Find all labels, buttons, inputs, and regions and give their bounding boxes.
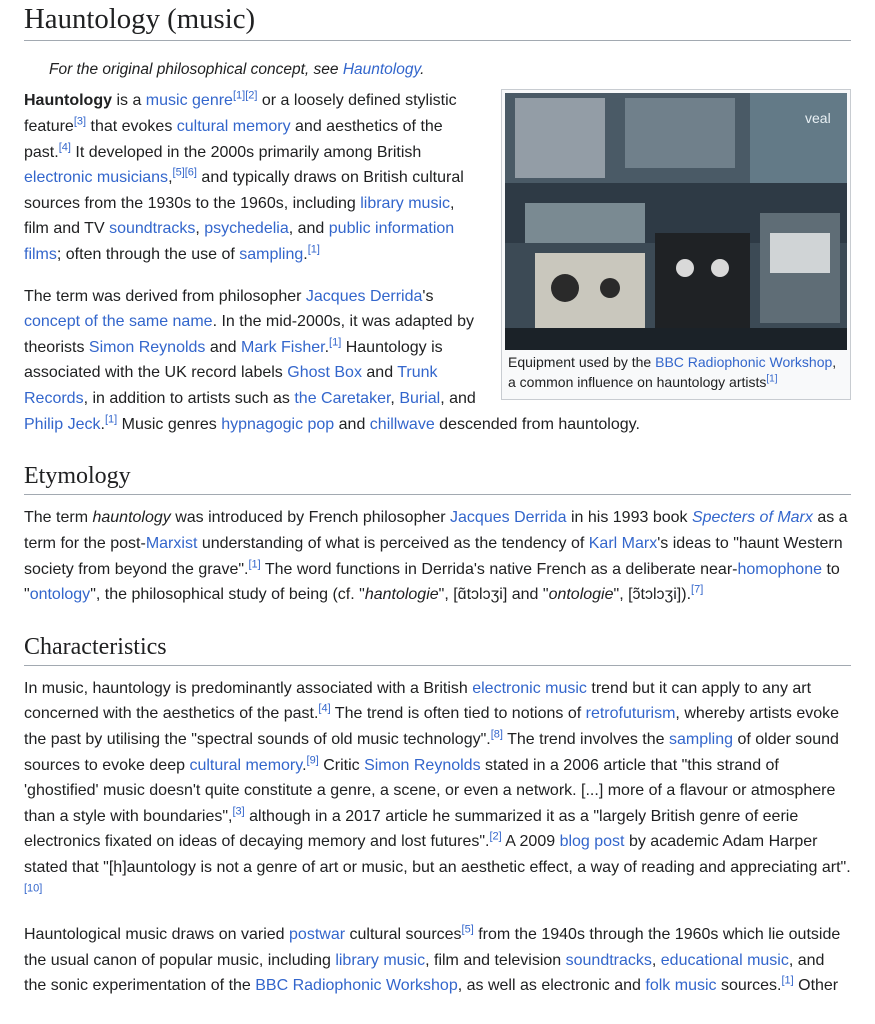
figure-caption — [505, 350, 847, 396]
ref[interactable]: [5] — [461, 923, 474, 936]
characteristics-paragraph-2: Hauntological music draws on varied postwar cultural sources[5] from the 1940s through the 1960s which lie outside the usual canon of popular music, including library music, film and television soundtracks, educational music, and the sonic experimentation of the BBC Radiophonic Workshop, as well as electronic and folk music sources.[1] Other — [24, 923, 841, 995]
link[interactable]: soundtracks — [109, 220, 196, 238]
link[interactable]: retrofuturism — [585, 705, 676, 723]
link[interactable]: soundtracks — [565, 951, 652, 969]
ref[interactable]: [7] — [691, 583, 704, 596]
hatnote-suffix: . — [420, 61, 425, 79]
link[interactable]: educational music — [660, 951, 789, 969]
ref[interactable]: [1] — [781, 975, 794, 988]
link[interactable]: the Caretaker — [294, 389, 391, 407]
link[interactable]: electronic music — [472, 679, 587, 697]
ref[interactable]: [1] — [329, 336, 342, 349]
caption-suffix: , a common influence on hauntology artists — [508, 354, 837, 391]
caption-ref[interactable]: [1] — [766, 373, 778, 385]
ref[interactable]: [4] — [58, 141, 71, 154]
section-heading-etymology: Etymology — [24, 461, 851, 495]
caption-text: Equipment used by the — [508, 354, 656, 371]
link[interactable]: Jacques Derrida — [450, 509, 567, 527]
ref[interactable]: [1] — [232, 90, 246, 103]
link[interactable]: psychedelia — [204, 220, 289, 238]
etymology-paragraph: The term hauntology was introduced by French philosopher Jacques Derrida in his 1993 book Specters of Marx as a term for the post-Marxist understanding of what is perceived as the tendency of Karl Marx's ideas to "haunt Western society from beyond the grave".[1] The word functions in Derrida's native French as a deliberate near-homophone to "ontology", the philosophical study of being (cf. "hantologie", [ɑ̃tɔlɔʒi] and "ontologie", [ɔ̃tɔlɔʒi]).[7] — [24, 509, 848, 604]
ref[interactable]: [10] — [24, 882, 43, 895]
caption-link[interactable]: BBC Radiophonic Workshop — [655, 354, 833, 371]
link[interactable]: library music — [335, 951, 426, 969]
ref[interactable]: [5] — [172, 166, 185, 179]
ref[interactable]: [2] — [245, 90, 258, 103]
hatnote-text: For the original philosophical concept, see — [49, 61, 343, 79]
hatnote-link[interactable]: Hauntology — [342, 61, 421, 79]
link[interactable]: Jacques Derrida — [305, 287, 423, 305]
ref[interactable]: [1] — [104, 413, 118, 426]
link[interactable]: sampling — [239, 245, 304, 263]
link[interactable]: electronic musicians — [24, 169, 169, 187]
link[interactable]: sampling — [669, 731, 734, 749]
link[interactable]: public information films — [24, 220, 455, 263]
link[interactable]: Karl Marx — [588, 534, 658, 552]
ref[interactable]: [9] — [306, 754, 319, 767]
link[interactable]: cultural memory — [189, 756, 303, 774]
article — [24, 0, 851, 999]
link[interactable]: Mark Fisher — [241, 338, 325, 356]
link[interactable]: Simon Reynolds — [364, 756, 481, 774]
intro-paragraph-2: The term was derived from philosopher Jacques Derrida's concept of the same name. In the mid-2000s, it was adapted by theorists Simon Reynolds and Mark Fisher.[1] Hauntology is associated with the UK record labels Ghost Box and Trunk Records, in addition to artists such as the Caretaker, Burial, and Philip Jeck.[1] Music genres hypnagogic pop and chillwave descended from hauntology. — [24, 287, 640, 433]
svg-text:veal: veal — [805, 110, 831, 127]
link[interactable]: BBC Radiophonic Workshop — [255, 977, 458, 995]
section-heading-characteristics: Characteristics — [24, 632, 851, 666]
term-bold: Hauntology — [24, 92, 112, 110]
ref[interactable]: [8] — [490, 728, 503, 741]
ref[interactable]: [1] — [248, 558, 261, 571]
ref[interactable]: [2] — [489, 831, 502, 844]
link[interactable]: Burial — [399, 389, 441, 407]
ref[interactable]: [4] — [318, 703, 331, 716]
link[interactable]: ontology — [29, 586, 91, 604]
photo[interactable] — [505, 93, 847, 350]
ref[interactable]: [6] — [184, 166, 197, 179]
ref[interactable]: [3] — [232, 805, 245, 818]
intro-paragraph-1: Hauntology is a music genre[1][2] or a loosely defined stylistic feature[3] that evokes cultural memory and aesthetics of the past.[4] It developed in the 2000s primarily among British electronic musicians,[5][6] and typically draws on British cultural sources from the 1930s to the 1960s, including library music, film and TV soundtracks, psychedelia, and public information films; often through the use of sampling.[1] — [24, 90, 464, 263]
link[interactable]: postwar — [289, 926, 346, 944]
page-title: Hauntology (music) — [24, 0, 851, 41]
link[interactable]: chillwave — [369, 415, 435, 433]
hatnote — [49, 59, 851, 81]
link[interactable]: Trunk Records — [24, 364, 438, 407]
link[interactable]: blog post — [559, 833, 625, 851]
ref[interactable]: [1] — [307, 243, 320, 256]
link[interactable]: music genre — [145, 92, 233, 110]
figure-thumbnail — [501, 89, 851, 400]
photo-image — [505, 93, 847, 350]
link[interactable]: library music — [360, 194, 450, 212]
link[interactable]: Philip Jeck — [24, 415, 101, 433]
link[interactable]: Specters of Marx — [691, 509, 813, 527]
link[interactable]: Simon Reynolds — [88, 338, 206, 356]
ref[interactable]: [3] — [73, 115, 87, 128]
link[interactable]: hypnagogic pop — [221, 415, 335, 433]
characteristics-paragraph-1: In music, hauntology is predominantly associated with a British electronic music trend but it can apply to any art concerned with the aesthetics of the past.[4] The trend is often tied to notions of retrofuturism, whereby artists evoke the past by utilising the "spectral sounds of old music technology".[8] The trend involves the sampling of older sound sources to evoke deep cultural memory.[9] Critic Simon Reynolds stated in a 2006 article that "this strand of 'ghostified' music doesn't quite constitute a genre, a scene, or even a network. [...] more of a flavour or atmosphere than a style with boundaries",[3] although in a 2017 article he summarized it as a "largely British genre of eerie electronics fixated on ideas of decaying memory and lost futures".[2] A 2009 blog post by academic Adam Harper stated that "[h]auntology is not a genre of art or music, but an aesthetic effect, a way of reading and appreciating art".[10] — [24, 679, 851, 895]
link[interactable]: folk music — [645, 977, 717, 995]
link[interactable]: Marxist — [145, 534, 198, 552]
link[interactable]: homophone — [737, 560, 822, 578]
link[interactable]: cultural memory — [176, 118, 291, 136]
link[interactable]: Ghost Box — [287, 364, 362, 382]
link[interactable]: concept of the same name — [24, 313, 213, 331]
